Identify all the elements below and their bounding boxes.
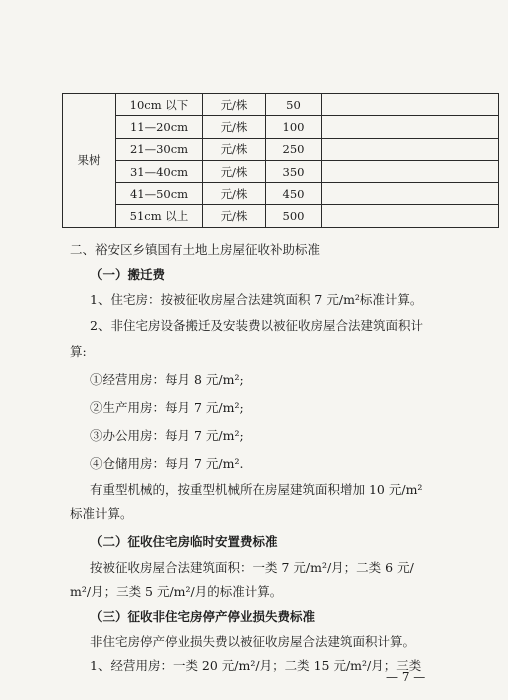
empty-cell xyxy=(322,116,499,138)
table-row xyxy=(63,116,499,138)
unit-cell: 元/株 xyxy=(203,205,266,227)
subsection-heading-temporary-housing: （二）征收住宅房临时安置费标准 xyxy=(90,534,278,549)
paragraph-continuation: 算: xyxy=(70,344,87,359)
table-row xyxy=(63,205,499,227)
unit-cell: 元/株 xyxy=(203,94,266,116)
unit-cell: 元/株 xyxy=(203,160,266,182)
price-cell: 250 xyxy=(266,138,322,160)
empty-cell xyxy=(322,94,499,116)
paragraph-non-residential: 2、非住宅房设备搬迁及安装费以被征收房屋合法建筑面积计 xyxy=(90,318,423,333)
size-cell: 21—30cm xyxy=(116,138,203,160)
paragraph-residential: 1、住宅房：按被征收房屋合法建筑面积 7 元/m²标准计算。 xyxy=(90,292,423,307)
paragraph-temporary-housing: 按被征收房屋合法建筑面积：一类 7 元/m²/月；二类 6 元/ xyxy=(90,560,414,575)
list-item: ③办公用房：每月 7 元/m²; xyxy=(90,428,244,443)
paragraph-continuation: m²/月；三类 5 元/m²/月的标准计算。 xyxy=(70,584,283,599)
section-heading: 二、裕安区乡镇国有土地上房屋征收补助标准 xyxy=(70,242,321,257)
unit-cell: 元/株 xyxy=(203,183,266,205)
page-number: — 7 — xyxy=(386,670,426,684)
unit-cell: 元/株 xyxy=(203,116,266,138)
list-item: ②生产用房：每月 7 元/m²; xyxy=(90,400,244,415)
price-cell: 50 xyxy=(266,94,322,116)
price-cell: 500 xyxy=(266,205,322,227)
unit-cell: 元/株 xyxy=(203,138,266,160)
subsection-heading-business-loss: （三）征收非住宅房停产停业损失费标准 xyxy=(90,609,316,624)
table-row xyxy=(63,183,499,205)
size-cell: 51cm 以上 xyxy=(116,205,203,227)
empty-cell xyxy=(322,183,499,205)
empty-cell xyxy=(322,160,499,182)
paragraph-heavy-machinery: 有重型机械的，按重型机械所在房屋建筑面积增加 10 元/m² xyxy=(90,482,423,497)
price-cell: 350 xyxy=(266,160,322,182)
fruit-tree-price-table xyxy=(62,93,499,228)
table-row xyxy=(63,160,499,182)
paragraph-business-loss: 非住宅房停产停业损失费以被征收房屋合法建筑面积计算。 xyxy=(90,634,416,649)
size-cell: 31—40cm xyxy=(116,160,203,182)
category-cell: 果树 xyxy=(63,94,116,228)
price-cell: 450 xyxy=(266,183,322,205)
size-cell: 10cm 以下 xyxy=(116,94,203,116)
size-cell: 11—20cm xyxy=(116,116,203,138)
list-item: ①经营用房：每月 8 元/m²; xyxy=(90,372,244,387)
subsection-heading-moving-fee: （一）搬迁费 xyxy=(90,267,166,282)
price-cell: 100 xyxy=(266,116,322,138)
paragraph-continuation: 标准计算。 xyxy=(70,506,133,521)
table-row xyxy=(63,138,499,160)
list-item: ④仓储用房：每月 7 元/m². xyxy=(90,456,244,471)
paragraph-commercial: 1、经营用房：一类 20 元/m²/月；二类 15 元/m²/月；三类 xyxy=(90,658,422,673)
empty-cell xyxy=(322,138,499,160)
size-cell: 41—50cm xyxy=(116,183,203,205)
table-row xyxy=(63,94,499,116)
empty-cell xyxy=(322,205,499,227)
